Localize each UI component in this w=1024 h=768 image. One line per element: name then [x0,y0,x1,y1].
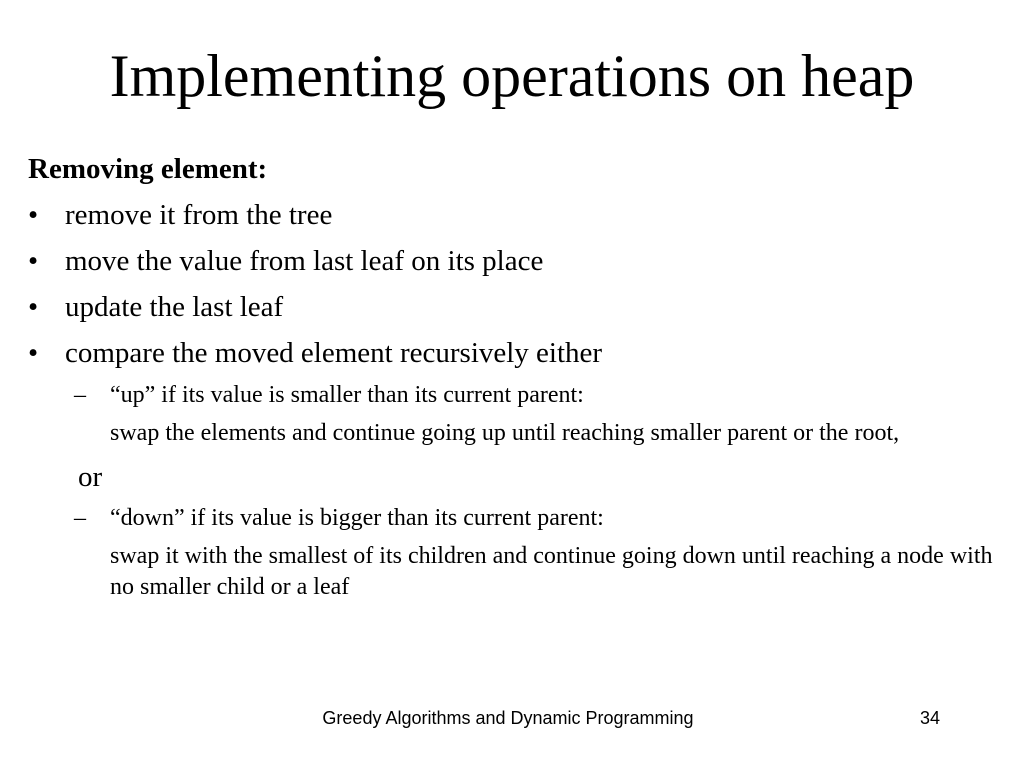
bullet-text: compare the moved element recursively either [65,337,603,369]
sub-bullet-detail: swap it with the smallest of its children and continue going down until reaching a node with no smaller child or a leaf [110,543,993,600]
sub-bullet-label: “up” if its value is smaller than its current parent: [110,382,584,408]
sub-bullet-detail: swap the elements and continue going up until reaching smaller parent or the root, [110,420,900,446]
sub-bullet-label: “down” if its value is bigger than its current parent: [110,505,604,531]
slide-content [28,150,998,603]
bullet-marker: • [28,337,39,369]
bullet-item [28,334,998,372]
footer-course-title: Greedy Algorithms and Dynamic Programming [322,708,694,728]
bullet-text: update the last leaf [65,291,284,323]
bullet-item [28,242,998,280]
bullet-marker: • [28,199,39,231]
bullet-item [28,196,998,234]
bullet-marker: • [28,245,39,277]
slide-title: Implementing operations on heap [109,43,915,109]
dash-marker: – [74,505,86,531]
bullet-marker: • [28,291,39,323]
footer-page-number: 34 [919,708,940,728]
or-text: or [78,461,103,493]
bullet-text: move the value from last leaf on its place [65,245,544,277]
bullet-text: remove it from the tree [65,199,333,231]
sub-bullet-down [28,503,998,533]
dash-marker: – [74,382,86,408]
section-heading: Removing element: [28,153,268,185]
sub-bullet-up [28,380,998,410]
bullet-item [28,288,998,326]
